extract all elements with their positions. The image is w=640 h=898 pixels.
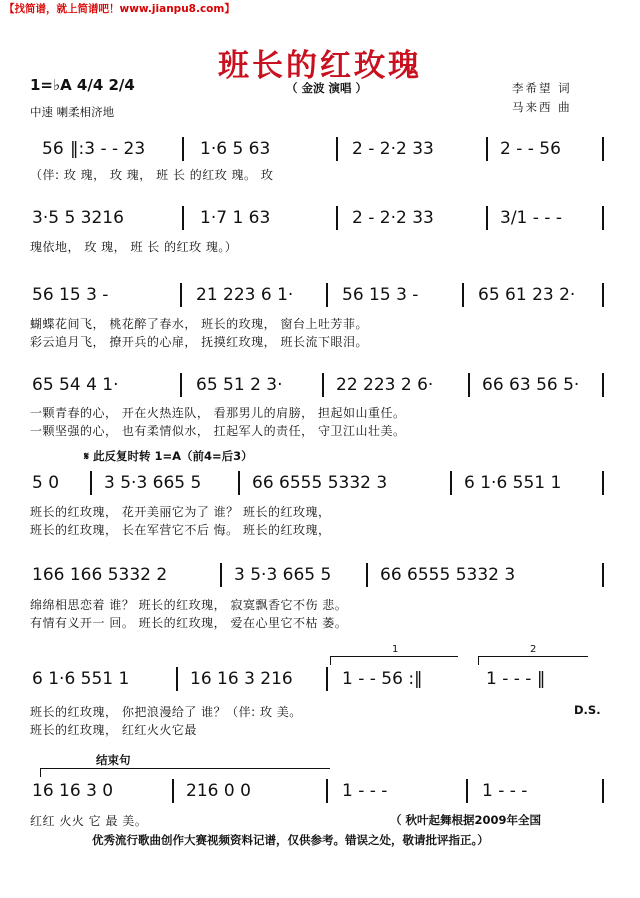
measure: 2 - 2·2 33 bbox=[352, 208, 434, 228]
lyric-line: 瑰依地， 玫 瑰， 班 长 的红玫 瑰。） bbox=[30, 240, 238, 254]
measure: 1·6 5 63 bbox=[200, 139, 271, 159]
ds-marking: D.S. bbox=[574, 703, 601, 717]
measure: 216 0 0 bbox=[186, 781, 251, 801]
tempo-marking: 中速 喇柔相济地 bbox=[30, 105, 115, 119]
bar-line bbox=[366, 563, 368, 587]
lyric-line: 绵绵相思恋着 谁？ 班长的红玫瑰， 寂寞飘香它不伤 悲。 bbox=[30, 598, 348, 612]
bar-line bbox=[180, 283, 182, 307]
bar-line bbox=[336, 137, 338, 161]
volta-number-2: 2 bbox=[530, 644, 537, 655]
bar-line bbox=[176, 667, 178, 691]
notation-row-6 bbox=[30, 560, 605, 590]
measure: 6 1·6 551 1 bbox=[32, 669, 130, 689]
bar-line bbox=[326, 283, 328, 307]
bar-line bbox=[326, 667, 328, 691]
lyric-line: 有情有义开一 回。 班长的红玫瑰， 爱在心里它不枯 萎。 bbox=[30, 616, 348, 630]
measure: 66 6555 5332 3 bbox=[252, 473, 388, 493]
bar-line bbox=[90, 471, 92, 495]
lyric-line: 一颗青春的心， 开在火热连队， 看那男儿的肩膀， 担起如山重任。 bbox=[30, 406, 406, 420]
bar-line bbox=[602, 283, 604, 307]
measure: 16 16 3 0 bbox=[32, 781, 114, 801]
composer-credit: 马来西 曲 bbox=[512, 100, 572, 114]
measure: 2 - 2·2 33 bbox=[352, 139, 434, 159]
bar-line bbox=[602, 206, 604, 230]
singer-credit: （ 金波 演唱 ） bbox=[286, 81, 368, 95]
notation-row-8 bbox=[30, 776, 605, 806]
measure: 3 5·3 665 5 bbox=[234, 565, 332, 585]
measure: 1 - - 56 :‖ bbox=[342, 669, 423, 689]
bar-line bbox=[486, 137, 488, 161]
song-title: 班长的红玫瑰 bbox=[218, 48, 422, 84]
lyric-line: 一颗坚强的心， 也有柔情似水， 扛起军人的责任， 守卫江山壮美。 bbox=[30, 424, 406, 438]
lyric-line: 蝴蝶花间飞， 桃花醉了春水， 班长的玫瑰， 窗台上吐芳菲。 bbox=[30, 317, 368, 331]
bar-line bbox=[326, 779, 328, 803]
coda-bracket bbox=[40, 768, 330, 769]
measure: 65 51 2 3· bbox=[196, 375, 283, 395]
lyric-line: 班长的红玫瑰， 花开美丽它为了 谁？ 班长的红玫瑰， bbox=[30, 505, 331, 519]
bar-line bbox=[462, 283, 464, 307]
footnote-line-1: （ 秋叶起舞根据2009年全国 bbox=[390, 813, 542, 827]
measure: 66 63 56 5· bbox=[482, 375, 580, 395]
bar-line bbox=[486, 206, 488, 230]
measure: 1 - - - bbox=[342, 781, 388, 801]
notation-row-4 bbox=[30, 370, 605, 400]
volta-bracket-2 bbox=[478, 656, 588, 657]
notation-row-3 bbox=[30, 280, 605, 310]
bar-line bbox=[180, 373, 182, 397]
notation-row-1 bbox=[30, 134, 605, 164]
footnote-line-2: 优秀流行歌曲创作大赛视频资料记谱，仅供参考。错误之处，敬请批评指正。） bbox=[92, 833, 489, 847]
lyric-line: 班长的红玫瑰， 你把浪漫给了 谁？（伴: 玫 美。 bbox=[30, 705, 302, 719]
bar-line bbox=[172, 779, 174, 803]
measure: 65 61 23 2· bbox=[478, 285, 576, 305]
site-banner: 【找简谱，就上简谱吧！www.jianpu8.com】 bbox=[4, 3, 235, 15]
bar-line bbox=[182, 137, 184, 161]
lyricist-credit: 李希望 词 bbox=[512, 81, 572, 95]
volta-number-1: 1 bbox=[392, 644, 399, 655]
measure: 1 - - - ‖ bbox=[486, 669, 546, 689]
bar-line bbox=[602, 373, 604, 397]
coda-label: 结束句 bbox=[96, 753, 131, 767]
bar-line bbox=[450, 471, 452, 495]
lyric-line: 班长的红玫瑰， 长在军营它不后 悔。 班长的红玫瑰， bbox=[30, 523, 331, 537]
key-change-annotation: 𝄋 此反复时转 1=A（前4=后3） bbox=[84, 449, 253, 463]
measure: 5 0 bbox=[32, 473, 60, 493]
measure: 6 1·6 551 1 bbox=[464, 473, 562, 493]
measure: 3 5·3 665 5 bbox=[104, 473, 202, 493]
bar-line bbox=[336, 206, 338, 230]
bar-line bbox=[182, 206, 184, 230]
measure: 66 6555 5332 3 bbox=[380, 565, 516, 585]
measure: 1·7 1 63 bbox=[200, 208, 271, 228]
measure: 21 223 6 1· bbox=[196, 285, 294, 305]
bar-line bbox=[468, 373, 470, 397]
lyric-line: 彩云追月飞， 撩开兵的心扉， 抚摸红玫瑰， 班长流下眼泪。 bbox=[30, 335, 368, 349]
bar-line bbox=[238, 471, 240, 495]
measure: 16 16 3 216 bbox=[190, 669, 293, 689]
measure: ‖:3 - - 23 bbox=[70, 139, 146, 159]
lyric-line: 红红 火火 它 最 美。 bbox=[30, 814, 148, 828]
lyric-line: （伴: 玫 瑰， 玫 瑰， 班 长 的红玫 瑰。 玫 bbox=[30, 168, 274, 182]
measure: 65 54 4 1· bbox=[32, 375, 119, 395]
notation-row-2 bbox=[30, 203, 605, 233]
bar-line bbox=[602, 471, 604, 495]
measure: 3/1 - - - bbox=[500, 208, 562, 228]
measure: 1 - - - bbox=[482, 781, 528, 801]
volta-bracket-1 bbox=[330, 656, 458, 657]
bar-line bbox=[602, 137, 604, 161]
measure: 56 bbox=[42, 139, 64, 159]
measure: 2 - - 56 bbox=[500, 139, 561, 159]
key-signature: 1=♭A 4/4 2/4 bbox=[30, 76, 135, 94]
measure: 56 15 3 - bbox=[32, 285, 109, 305]
notation-row-5 bbox=[30, 468, 605, 498]
bar-line bbox=[220, 563, 222, 587]
bar-line bbox=[602, 779, 604, 803]
measure: 22 223 2 6· bbox=[336, 375, 434, 395]
bar-line bbox=[322, 373, 324, 397]
measure: 3·5 5 3216 bbox=[32, 208, 124, 228]
bar-line bbox=[466, 779, 468, 803]
measure: 56 15 3 - bbox=[342, 285, 419, 305]
bar-line bbox=[602, 563, 604, 587]
lyric-line: 班长的红玫瑰， 红红火火它最 bbox=[30, 723, 197, 737]
notation-row-7 bbox=[30, 664, 605, 694]
measure: 166 166 5332 2 bbox=[32, 565, 168, 585]
